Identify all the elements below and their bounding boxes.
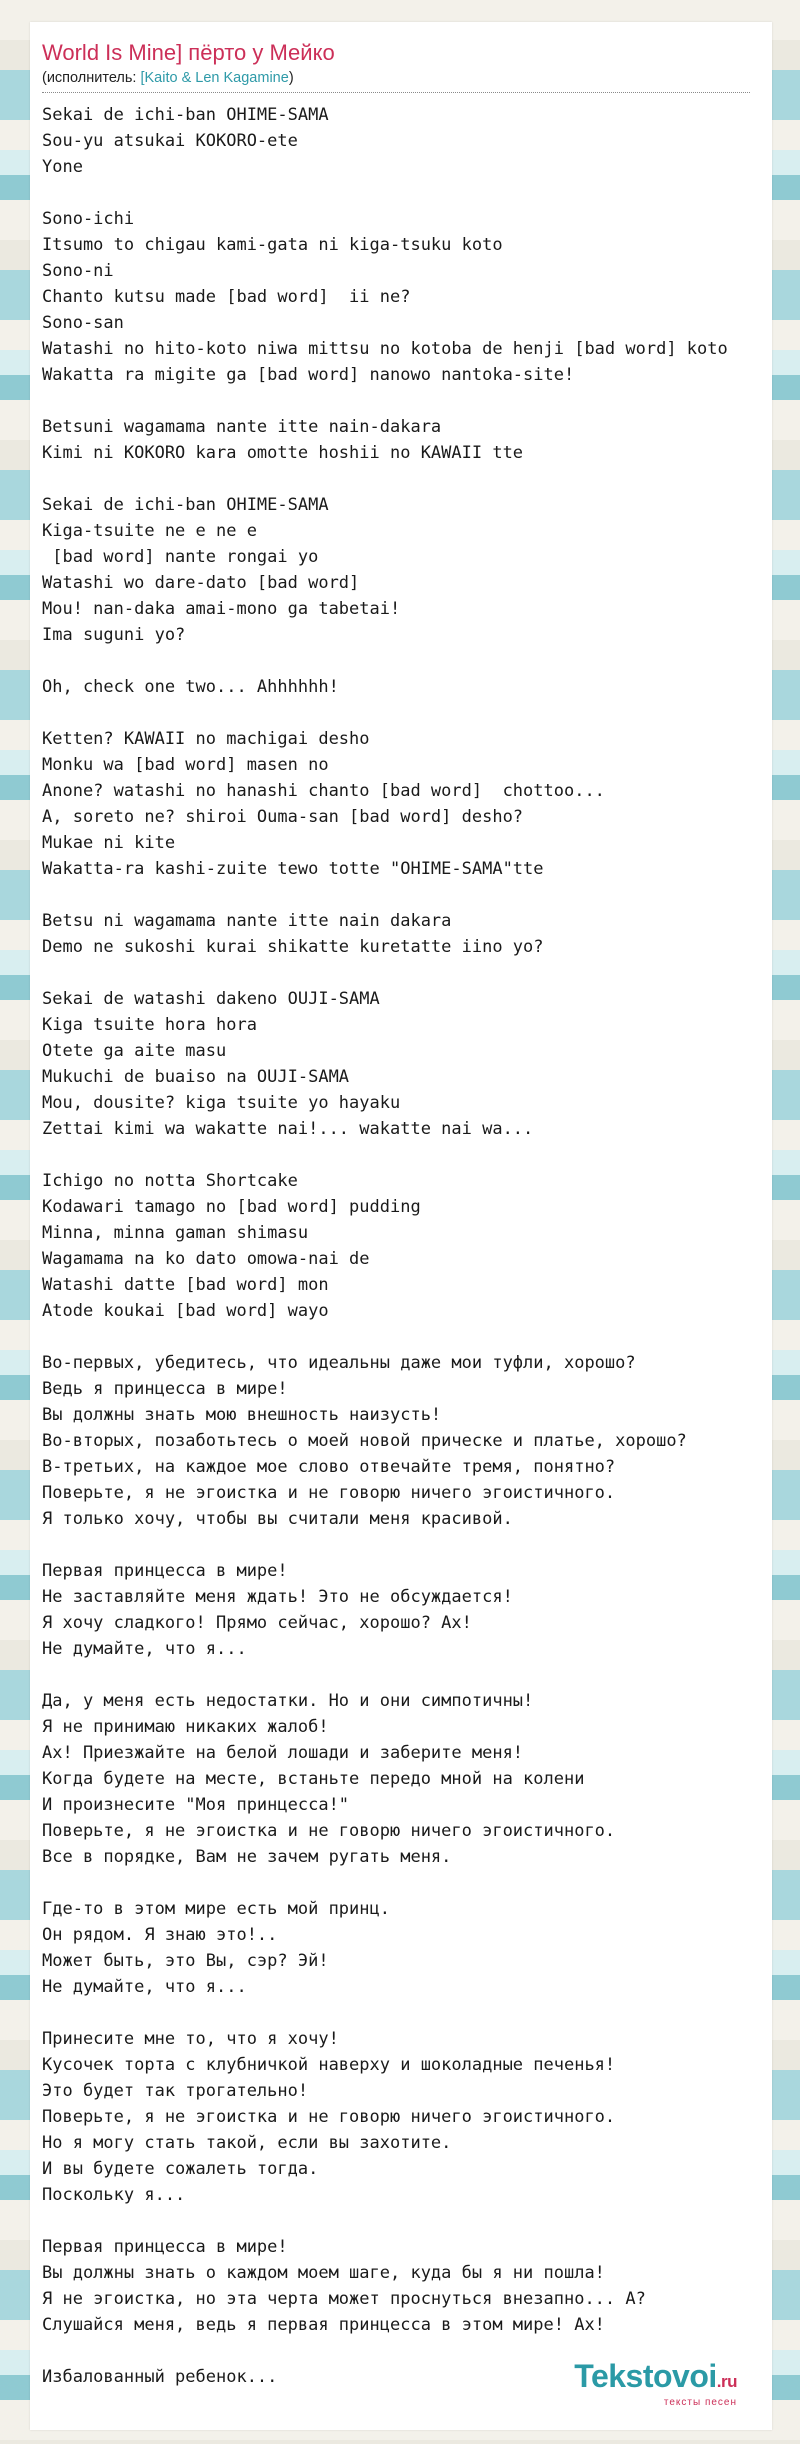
artist-suffix: ) xyxy=(288,70,294,86)
logo-wordmark xyxy=(574,2359,737,2399)
logo-tagline: тексты песен xyxy=(663,2397,737,2408)
artist-line xyxy=(42,70,294,86)
lyrics-text: Sekai de ichi-ban OHIME-SAMA Sou-yu atsukai KOKORO-ete Yone Sono-ichi Itsumo to chigau kami-gata ni kiga-tsuku koto Sono-ni Chanto kutsu made [bad word] ii ne? Sono-san Watashi no hito-koto niwa mittsu no kotoba de henji [bad word] koto Wakatta ra migite ga [bad word] nanowo nantoka-site! Betsuni wagamama nante itte nain-dakara Kimi ni KOKORO kara omotte hoshii no KAWAII tte Sekai de ichi-ban OHIME-SAMA Kiga-tsuite ne e ne e [bad word] nante rongai yo Watashi wo dare-dato [bad word] Mou! nan-daka amai-mono ga tabetai! Ima suguni yo? Oh, check one two... Ahhhhhh! Ketten? KAWAII no machigai desho Monku wa [bad word] masen no Anone? watashi no hanashi chanto [bad word] chottoo... A, soreto ne? shiroi Ouma-san [bad word] desho? Mukae ni kite Wakatta-ra kashi-zuite tewo totte "OHIME-SAMA"tte Betsu ni wagamama nante itte nain dakara Demo ne sukoshi kurai shikatte kuretatte iino yo? Sekai de watashi dakeno OUJI-SAMA Kiga tsuite hora hora Otete ga aite masu Mukuchi de buaiso na OUJI-SAMA Mou, dousite? kiga tsuite yo hayaku Zettai kimi wa wakatte nai!... wakatte nai wa... Ichigo no notta Shortcake Kodawari tamago no [bad word] pudding Minna, minna gaman shimasu Wagamama na ko dato omowa-nai de Watashi datte [bad word] mon Atode koukai [bad word] wayo Во-первых, убедитесь, что идеальны даже мои туфли, хорошо? Ведь я принцесса в мире! Вы должны знать мою внешность наизусть! Во-вторых, позаботьтесь о моей новой прическе и платье, хорошо? В-третьих, на каждое мое слово отвечайте тремя, понятно? Поверьте, я не эгоистка и не говорю ничего эгоистичного. Я только хочу, чтобы вы считали меня красивой. Первая принцесса в мире! Не заставляйте меня ждать! Это не обсуждается! Я хочу сладкого! Прямо сейчас, хорошо? Ах! Не думайте, что я... Да, у меня есть недостатки. Но и они симпотичны! Я не принимаю никаких жалоб! Ах! Приезжайте на белой лошади и заберите меня! Когда будете на месте, встаньте передо мной на колени И произнесите "Моя принцесса!" Поверьте, я не эгоистка и не говорю ничего эгоистичного. Все в порядке, Вам не зачем ругать меня. Где-то в этом мире есть мой принц. Он рядом. Я знаю это!.. Может быть, это Вы, сэр? Эй! Не думайте, что я... Принесите мне то, что я хочу! Кусочек торта с клубничкой наверху и шоколадные печенья! Это будет так трогательно! Поверьте, я не эгоистка и не говорю ничего эгоистичного. Но я могу стать такой, если вы захотите. И вы будете сожалеть тогда. Поскольку я... Первая принцесса в мире! Вы должны знать о каждом моем шаге, куда бы я ни пошла! Я не эгоистка, но эта черта может проснуться внезапно... А? Слушайся меня, ведь я первая принцесса в этом мире! Ах! Избалованный ребенок... xyxy=(42,105,728,2387)
page-title: World Is Mine] пёрто у Мейко xyxy=(42,40,335,65)
artist-link[interactable]: [Kaito & Len Kagamine xyxy=(140,70,289,86)
artist-prefix: (исполнитель: xyxy=(42,70,141,86)
site-logo[interactable] xyxy=(574,2359,737,2408)
lyrics-card xyxy=(30,22,772,2430)
title-divider xyxy=(42,92,750,93)
logo-main-text: Tekstovoi xyxy=(574,2358,717,2394)
logo-domain-suffix: .ru xyxy=(716,2372,737,2391)
